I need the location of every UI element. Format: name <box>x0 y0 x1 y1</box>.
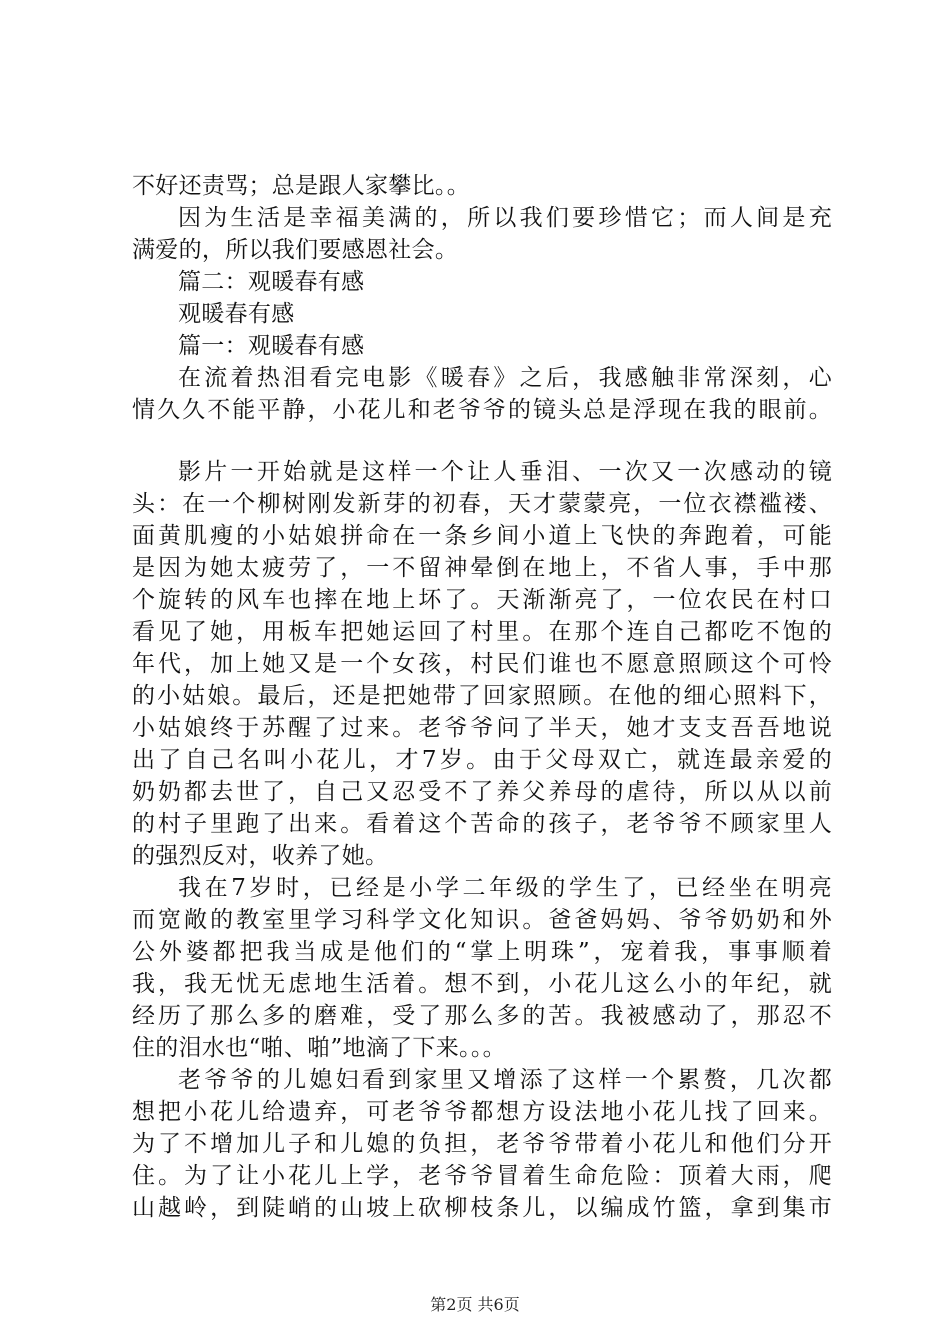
text-line: 住。为了让小花儿上学，老爷爷冒着生命危险：顶着大雨，爬 <box>132 1163 832 1189</box>
text-line: 山越岭，到陡峭的山坡上砍柳枝条儿，以编成竹篮，拿到集市 <box>132 1195 832 1221</box>
page-number-footer: 第2页 共6页 <box>430 1295 520 1314</box>
text-line: 的强烈反对，收养了她。 <box>132 843 389 869</box>
text-line: 老爷爷的儿媳妇看到家里又增添了这样一个累赘，几次都 <box>178 1067 832 1093</box>
text-line: 情久久不能平静，小花儿和老爷爷的镜头总是浮现在我的眼前。 <box>132 397 832 423</box>
text-line: 因为生活是幸福美满的，所以我们要珍惜它；而人间是充 <box>178 205 832 231</box>
text-line: 出了自己名叫小花儿，才7岁。由于父母双亡，就连最亲爱的 <box>132 747 832 773</box>
text-line: 经历了那么多的磨难，受了那么多的苦。我被感动了，那忍不 <box>132 1003 832 1029</box>
text-line: 住的泪水也“啪、啪”地滴了下来。。。 <box>132 1035 506 1061</box>
text-line: 小姑娘终于苏醒了过来。老爷爷问了半天，她才支支吾吾地说 <box>132 715 832 741</box>
text-line: 的小姑娘。最后，还是把她带了回家照顾。在他的细心照料下， <box>132 683 832 709</box>
text-line: 年代，加上她又是一个女孩，村民们谁也不愿意照顾这个可怜 <box>132 651 832 677</box>
text-line: 公外婆都把我当成是他们的“掌上明珠”，宠着我，事事顺着 <box>132 939 832 965</box>
text-line: 而宽敞的教室里学习科学文化知识。爸爸妈妈、爷爷奶奶和外 <box>132 907 832 933</box>
text-line: 头：在一个柳树刚发新芽的初春，天才蒙蒙亮，一位衣襟褴褛、 <box>132 491 832 517</box>
text-line: 想把小花儿给遗弃，可老爷爷都想方设法地小花儿找了回来。 <box>132 1099 832 1125</box>
text-line: 面黄肌瘦的小姑娘拼命在一条乡间小道上飞快的奔跑着，可能 <box>132 523 832 549</box>
text-line: 为了不增加儿子和儿媳的负担，老爷爷带着小花儿和他们分开 <box>132 1131 832 1157</box>
text-line: 我在7岁时，已经是小学二年级的学生了，已经坐在明亮 <box>178 875 832 901</box>
text-line: 在流着热泪看完电影《暖春》之后，我感触非常深刻，心 <box>178 365 832 391</box>
text-line: 我，我无忧无虑地生活着。想不到，小花儿这么小的年纪，就 <box>132 971 832 997</box>
document-body <box>132 170 832 1224</box>
text-line: 是因为她太疲劳了，一不留神晕倒在地上，不省人事，手中那 <box>132 555 832 581</box>
text-line: 的村子里跑了出来。看着这个苦命的孩子，老爷爷不顾家里人 <box>132 811 832 837</box>
section-title: 观暖春有感 <box>178 301 295 327</box>
text-line: 看见了她，用板车把她运回了村里。在那个连自己都吃不饱的 <box>132 619 832 645</box>
text-line: 个旋转的风车也摔在地上坏了。天渐渐亮了，一位农民在村口 <box>132 587 832 613</box>
text-line: 不好还责骂；总是跟人家攀比。。 <box>132 173 470 199</box>
section-heading: 篇二：观暖春有感 <box>178 269 365 295</box>
text-line: 满爱的，所以我们要感恩社会。 <box>132 237 459 263</box>
section-heading: 篇一：观暖春有感 <box>178 333 365 359</box>
paragraph-gap <box>132 426 832 456</box>
text-line: 奶奶都去世了，自己又忍受不了养父养母的虐待，所以从以前 <box>132 779 832 805</box>
text-line: 影片一开始就是这样一个让人垂泪、一次又一次感动的镜 <box>178 459 832 485</box>
